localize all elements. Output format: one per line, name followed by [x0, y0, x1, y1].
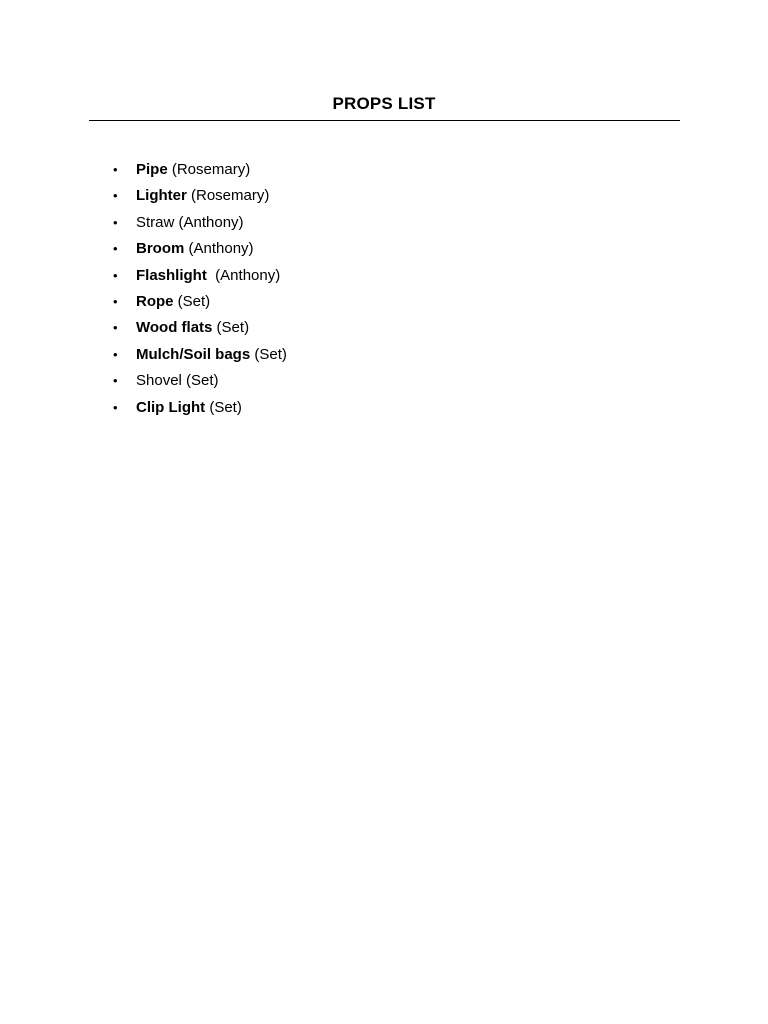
- item-detail: (Rosemary): [167, 161, 251, 178]
- item-detail-part: Soil bags: [183, 345, 251, 363]
- item-detail: (Anthony): [184, 240, 254, 258]
- item-name: Broom: [136, 240, 185, 258]
- item-text: [136, 290, 210, 314]
- item-detail: (Anthony): [206, 266, 281, 284]
- bullet-icon: •: [113, 399, 118, 415]
- item-name: Mulch/: [136, 345, 184, 363]
- bullet-icon: •: [113, 373, 118, 389]
- title-underline: [89, 120, 680, 121]
- item-detail: [184, 346, 287, 363]
- item-name: Flashlight: [136, 266, 207, 284]
- item-text: [136, 237, 254, 261]
- item-name: Pipe: [136, 161, 168, 178]
- item-detail: (Set): [173, 292, 211, 310]
- item-text: [136, 396, 242, 420]
- item-text: [136, 211, 244, 235]
- item-text: [136, 184, 269, 208]
- bullet-icon: •: [113, 162, 118, 177]
- bullet-icon: •: [113, 188, 118, 204]
- item-detail: (Rosemary): [186, 187, 270, 205]
- item-name: Wood flats: [136, 319, 213, 337]
- bullet-icon: •: [113, 320, 118, 336]
- item-text: [136, 264, 280, 288]
- item-text: [136, 158, 250, 182]
- item-name: Lighter: [136, 187, 187, 205]
- bullet-icon: •: [113, 241, 118, 257]
- item-detail: (Set): [205, 398, 242, 416]
- item-detail-suffix: (Set): [250, 345, 287, 363]
- bullet-icon: •: [113, 293, 118, 309]
- bullet-icon: •: [113, 346, 118, 362]
- item-detail: (Set): [212, 319, 250, 337]
- item-text: [136, 316, 249, 340]
- item-text: [136, 369, 219, 393]
- item-text: [136, 343, 287, 367]
- item-detail: Straw (Anthony): [136, 213, 244, 231]
- item-detail: Shovel (Set): [136, 372, 219, 390]
- page-title: PROPS LIST: [332, 94, 436, 113]
- item-name: Rope: [136, 292, 174, 310]
- item-name: Clip Light: [136, 398, 206, 416]
- bullet-icon: •: [113, 214, 118, 230]
- bullet-icon: •: [113, 267, 118, 283]
